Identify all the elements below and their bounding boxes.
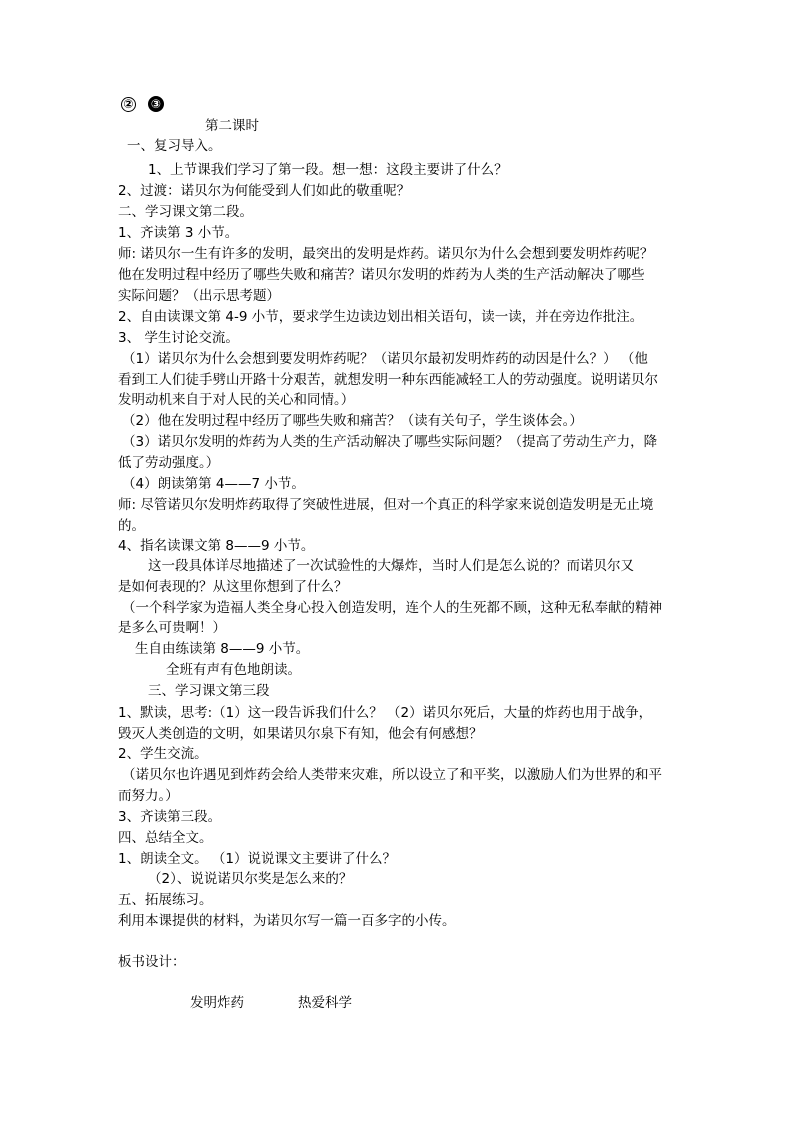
text-line: （4）朗读第第 4——7 小节。 [122,476,305,492]
text-line: 低了劳动强度。） [118,455,220,471]
text-line: （2）他在发明过程中经历了哪些失败和痛苦？（读有关句子，学生谈体会。） [122,413,583,429]
text-line: （2）、说说诺贝尔奖是怎么来的？ [148,871,353,887]
text-line: 看到工人们徒手劈山开路十分艰苦，就想发明一种东西能减轻工人的劳动强度。说明诺贝尔 [118,372,658,388]
section-heading: 一、复习导入。 [127,138,222,154]
circled-marker-2: ② [121,97,136,112]
text-line: 实际问题？（出示思考题） [118,288,280,304]
text-line: 2、学生交流。 [118,746,208,762]
text-line: （1）诺贝尔为什么会想到要发明炸药呢？（诺贝尔最初发明炸药的动因是什么？） （他 [122,351,648,367]
section-heading: 四、总结全文。 [118,830,213,846]
circled-marker-3: ③ [148,96,164,112]
text-line: 的。 [118,518,145,534]
text-line: （3）诺贝尔发明的炸药为人类的生产活动解决了哪些实际问题？（提高了劳动生产力，降 [122,434,658,450]
text-line: 2、自由读课文第 4-9 小节，要求学生边读边划出相关语句，读一读，并在旁边作批注。 [118,309,644,325]
text-line: 发明动机来自于对人民的关心和同情。） [118,392,355,408]
text-line: 是多么可贵啊！） [118,620,226,636]
text-line: 生自由练读第 8——9 小节。 [135,641,310,657]
lesson-title: 第二课时 [205,118,259,134]
section-heading: 三、学习课文第三段 [148,683,270,699]
text-line: 1、默读，思考:（1）这一段告诉我们什么？ （2）诺贝尔死后，大量的炸药也用于战争， [118,705,653,721]
text-line: 2、过渡：诺贝尔为何能受到人们如此的敬重呢？ [118,183,411,199]
board-design-label: 板书设计： [118,954,186,970]
section-heading: 二、学习课文第二段。 [118,204,253,220]
text-line: 而努力。） [118,788,179,804]
text-line: 全班有声有色地朗读。 [166,662,301,678]
text-line: 师: 诺贝尔一生有许多的发明，最突出的发明是炸药。诺贝尔为什么会想到要发明炸药呢？ [118,246,654,262]
text-line: 这一段具体详尽地描述了一次试验性的大爆炸，当时人们是怎么说的？而诺贝尔又 [148,558,634,574]
board-item-science: 热爱科学 [298,995,352,1011]
text-line: 利用本课提供的材料，为诺贝尔写一篇一百多字的小传。 [118,913,456,929]
text-line: 毁灭人类创造的文明，如果诺贝尔泉下有知，他会有何感想？ [118,726,483,742]
text-line: 他在发明过程中经历了哪些失败和痛苦？诺贝尔发明的炸药为人类的生产活动解决了哪些 [118,267,645,283]
text-line: 1、朗读全文。 （1）说说课文主要讲了什么？ [118,851,396,867]
text-line: 1、上节课我们学习了第一段。想一想：这段主要讲了什么？ [148,162,508,178]
text-line: 3、 学生讨论交流。 [118,330,239,346]
text-line: 1、齐读第 3 小节。 [118,225,239,241]
section-heading: 五、拓展练习。 [118,892,213,908]
text-line: 是如何表现的？从这里你想到了什么？ [118,579,348,595]
text-line: 4、指名读课文第 8——9 小节。 [118,538,315,554]
text-line: （诺贝尔也许遇见到炸药会给人类带来灾难，所以设立了和平奖，以激励人们为世界的和平 [122,767,662,783]
text-line: 师: 尽管诺贝尔发明炸药取得了突破性进展，但对一个真正的科学家来说创造发明是无止境 [118,497,654,513]
text-line: （一个科学家为造福人类全身心投入创造发明，连个人的生死都不顾，这种无私奉献的精神 [122,600,662,616]
text-line: 3、齐读第三段。 [118,809,222,825]
board-item-invent: 发明炸药 [190,995,244,1011]
circled-number-markers [121,92,681,114]
